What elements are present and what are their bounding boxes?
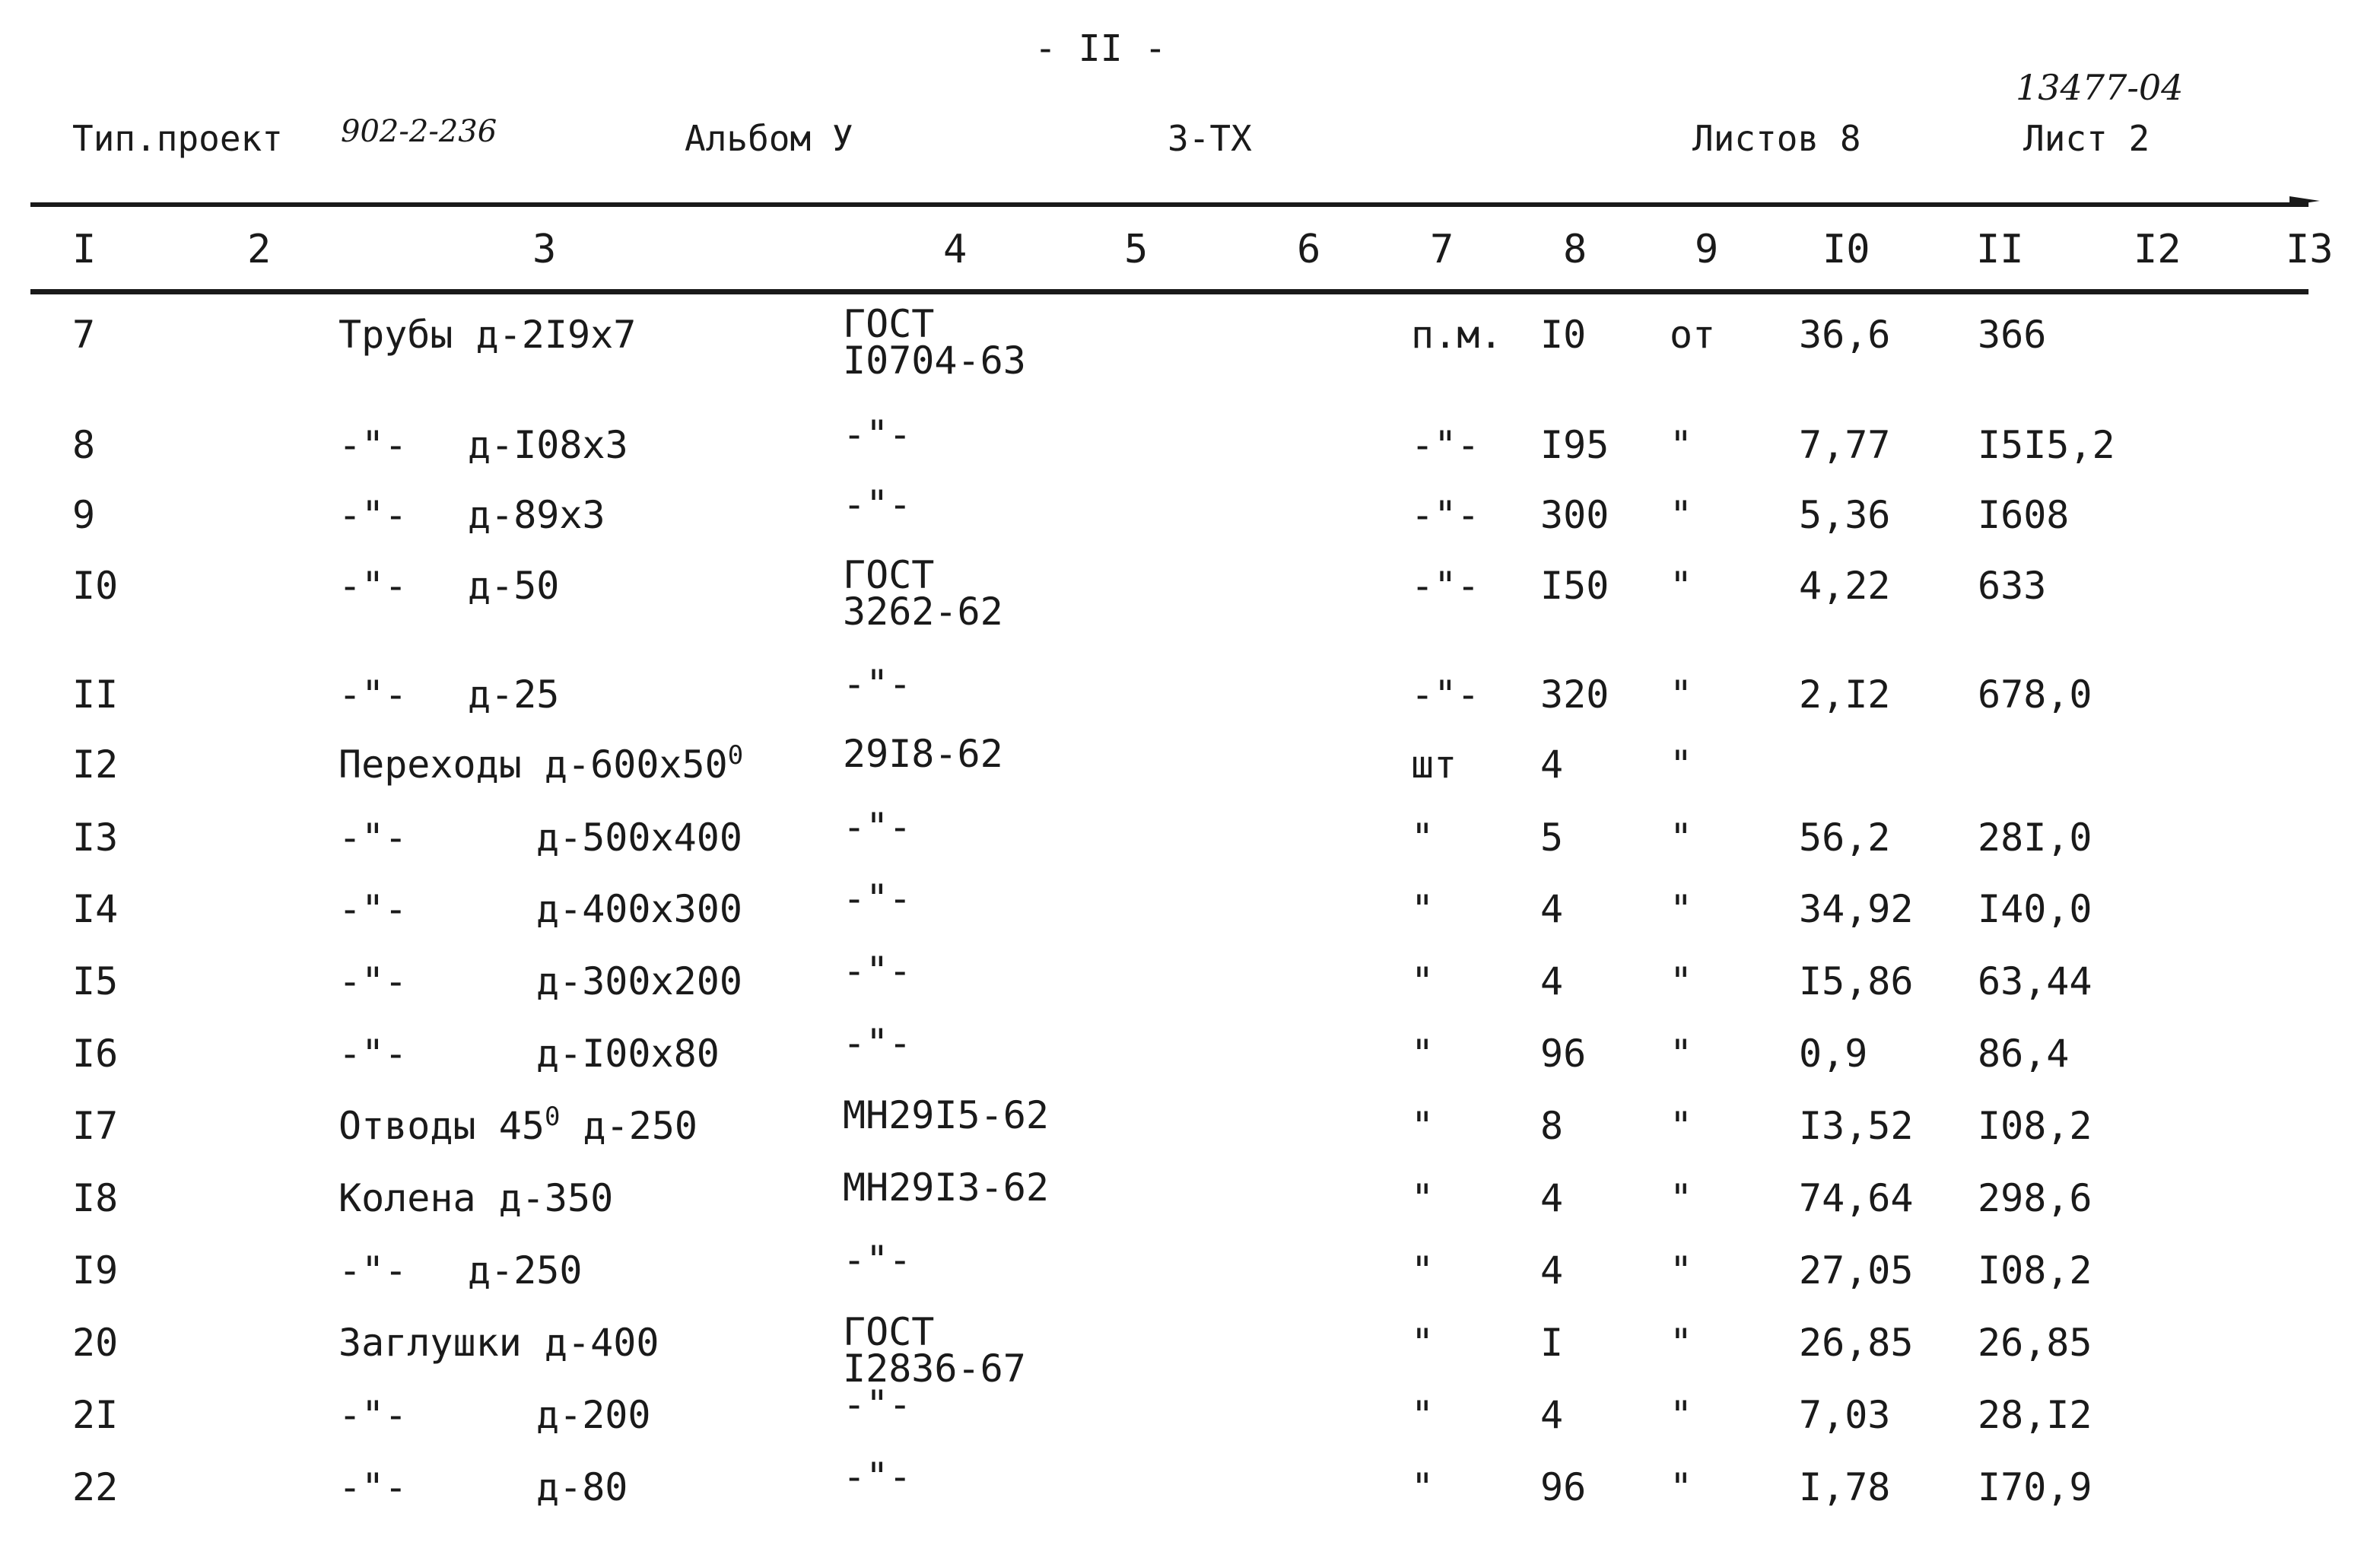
standard: 29I8-62 bbox=[843, 732, 1003, 776]
top-rule bbox=[30, 202, 2309, 207]
column-number: I0 bbox=[1822, 227, 1870, 272]
total-weight: 28,I2 bbox=[1978, 1393, 2092, 1437]
unit: " bbox=[1411, 816, 1435, 860]
type-project-label: Тип.проект bbox=[72, 118, 283, 159]
unit: шт bbox=[1411, 743, 1457, 787]
total-weight: I70,9 bbox=[1978, 1465, 2092, 1509]
unit: " bbox=[1411, 887, 1435, 931]
quantity: 4 bbox=[1540, 743, 1564, 787]
unit-mark: " bbox=[1670, 1465, 1693, 1509]
quantity: 4 bbox=[1540, 887, 1564, 931]
item-name-text: Трубы д-2I9х7 bbox=[338, 313, 637, 357]
standard: ГОСТ bbox=[843, 302, 935, 346]
unit: -"- bbox=[1411, 673, 1480, 717]
unit-weight: 2,I2 bbox=[1799, 673, 1891, 717]
unit-mark: " bbox=[1670, 1321, 1693, 1365]
unit-mark: " bbox=[1670, 1104, 1693, 1148]
item-size: д-300х200 bbox=[536, 959, 742, 1003]
item-size: д-400х300 bbox=[536, 887, 742, 931]
unit-mark: " bbox=[1670, 1393, 1693, 1437]
unit-weight: 7,03 bbox=[1799, 1393, 1891, 1437]
item-name-tail: д-250 bbox=[560, 1104, 698, 1148]
row-number: I6 bbox=[72, 1032, 119, 1076]
unit: " bbox=[1411, 1321, 1435, 1365]
column-number: 2 bbox=[247, 227, 272, 272]
row-number: I9 bbox=[72, 1248, 119, 1293]
unit: " bbox=[1411, 1104, 1435, 1148]
unit-mark: " bbox=[1670, 673, 1693, 717]
row-number: 8 bbox=[72, 423, 96, 467]
unit: -"- bbox=[1411, 423, 1480, 467]
row-number: I7 bbox=[72, 1104, 119, 1148]
row-number: 2I bbox=[72, 1393, 119, 1437]
row-number: I5 bbox=[72, 959, 119, 1003]
total-weight: I40,0 bbox=[1978, 887, 2092, 931]
total-weight: 366 bbox=[1978, 313, 2047, 357]
item-size: д-25 bbox=[468, 673, 560, 717]
total-weight: I5I5,2 bbox=[1978, 423, 2115, 467]
standard: -"- bbox=[843, 482, 912, 526]
unit-mark: " bbox=[1670, 887, 1693, 931]
column-number: 8 bbox=[1563, 227, 1587, 272]
unit: " bbox=[1411, 1393, 1435, 1437]
item-size: д-80 bbox=[536, 1465, 628, 1509]
unit: " bbox=[1411, 1465, 1435, 1509]
standard: -"- bbox=[843, 412, 912, 456]
item-name bbox=[338, 740, 744, 788]
row-number: 20 bbox=[72, 1321, 119, 1365]
unit-weight: 74,64 bbox=[1799, 1176, 1914, 1220]
unit: п.м. bbox=[1411, 313, 1503, 357]
unit-weight: I,78 bbox=[1799, 1465, 1891, 1509]
column-number: 4 bbox=[943, 227, 968, 272]
item-name-text: Отводы 45 bbox=[338, 1104, 545, 1148]
quantity: 5 bbox=[1540, 816, 1564, 860]
unit-mark: " bbox=[1670, 816, 1693, 860]
unit-weight: 27,05 bbox=[1799, 1248, 1914, 1293]
page-number: - II - bbox=[1034, 27, 1167, 70]
item-name bbox=[338, 959, 408, 1003]
item-name-text: -"- bbox=[338, 423, 408, 467]
item-size: д-200 bbox=[536, 1393, 651, 1437]
item-name-text: -"- bbox=[338, 564, 408, 608]
standard: -"- bbox=[843, 1021, 912, 1065]
item-name bbox=[338, 1176, 614, 1220]
column-number: 9 bbox=[1695, 227, 1719, 272]
standard: -"- bbox=[843, 662, 912, 706]
unit-weight: 5,36 bbox=[1799, 493, 1891, 537]
column-number: 6 bbox=[1297, 227, 1321, 272]
header-bottom-rule bbox=[30, 289, 2309, 294]
quantity: I95 bbox=[1540, 423, 1609, 467]
item-name-text: -"- bbox=[338, 816, 408, 860]
standard: -"- bbox=[843, 876, 912, 921]
quantity: 320 bbox=[1540, 673, 1609, 717]
item-name-text: Заглушки д-400 bbox=[338, 1321, 659, 1365]
unit: -"- bbox=[1411, 564, 1480, 608]
quantity: I bbox=[1540, 1321, 1564, 1365]
quantity: 4 bbox=[1540, 959, 1564, 1003]
column-number: I bbox=[72, 227, 97, 272]
unit-mark: " bbox=[1670, 423, 1693, 467]
standard: -"- bbox=[843, 949, 912, 993]
section-code: 3-ТХ bbox=[1168, 118, 1252, 159]
unit: " bbox=[1411, 1176, 1435, 1220]
unit: " bbox=[1411, 1032, 1435, 1076]
album-label: Альбом У bbox=[685, 118, 853, 159]
item-name bbox=[338, 887, 408, 931]
quantity: I50 bbox=[1540, 564, 1609, 608]
item-name bbox=[338, 564, 408, 608]
quantity: 96 bbox=[1540, 1465, 1587, 1509]
standard: ГОСТ bbox=[843, 553, 935, 597]
item-name-text: Колена д-350 bbox=[338, 1176, 614, 1220]
item-name-text: -"- bbox=[338, 673, 408, 717]
row-number: 22 bbox=[72, 1465, 119, 1509]
item-size: д-89х3 bbox=[468, 493, 605, 537]
unit: -"- bbox=[1411, 493, 1480, 537]
row-number: II bbox=[72, 673, 119, 717]
item-name-text: Переходы д-600х50 bbox=[338, 743, 728, 787]
column-number: II bbox=[1976, 227, 2024, 272]
total-weight: 63,44 bbox=[1978, 959, 2092, 1003]
total-weight: 86,4 bbox=[1978, 1032, 2070, 1076]
unit-mark: " bbox=[1670, 743, 1693, 787]
item-name-text: -"- bbox=[338, 1248, 408, 1293]
item-name bbox=[338, 493, 408, 537]
unit-mark: " bbox=[1670, 564, 1693, 608]
unit-weight: 36,6 bbox=[1799, 313, 1891, 357]
standard: МН29I5-62 bbox=[843, 1093, 1049, 1137]
total-weight: 298,6 bbox=[1978, 1176, 2092, 1220]
row-number: I8 bbox=[72, 1176, 119, 1220]
item-name bbox=[338, 423, 408, 467]
quantity: 4 bbox=[1540, 1176, 1564, 1220]
standard: -"- bbox=[843, 1238, 912, 1282]
item-name-text: -"- bbox=[338, 887, 408, 931]
row-number: I0 bbox=[72, 564, 119, 608]
item-name bbox=[338, 1465, 408, 1509]
sheets-total: Листов 8 bbox=[1692, 118, 1861, 159]
item-name-text: -"- bbox=[338, 1465, 408, 1509]
quantity: I0 bbox=[1540, 313, 1587, 357]
column-number: 7 bbox=[1430, 227, 1454, 272]
total-weight: I08,2 bbox=[1978, 1104, 2092, 1148]
quantity: 96 bbox=[1540, 1032, 1587, 1076]
quantity: 4 bbox=[1540, 1393, 1564, 1437]
unit-weight: 34,92 bbox=[1799, 887, 1914, 931]
rule-arrow bbox=[2289, 196, 2320, 205]
unit-mark: " bbox=[1670, 1032, 1693, 1076]
degree-superscript: 0 bbox=[727, 740, 744, 771]
total-weight: 26,85 bbox=[1978, 1321, 2092, 1365]
item-size: д-250 bbox=[468, 1248, 583, 1293]
column-number: I2 bbox=[2134, 227, 2181, 272]
item-name-text: -"- bbox=[338, 959, 408, 1003]
quantity: 8 bbox=[1540, 1104, 1564, 1148]
item-size: д-500х400 bbox=[536, 816, 742, 860]
column-number: I3 bbox=[2286, 227, 2334, 272]
unit-mark: " bbox=[1670, 959, 1693, 1003]
unit-mark: " bbox=[1670, 1176, 1693, 1220]
quantity: 300 bbox=[1540, 493, 1609, 537]
item-name bbox=[338, 1102, 698, 1150]
item-name bbox=[338, 816, 408, 860]
unit-weight: I3,52 bbox=[1799, 1104, 1914, 1148]
unit-weight: 7,77 bbox=[1799, 423, 1891, 467]
column-number: 3 bbox=[532, 227, 557, 272]
standard: ГОСТ bbox=[843, 1310, 935, 1354]
row-number: I4 bbox=[72, 887, 119, 931]
item-name bbox=[338, 1032, 408, 1076]
row-number: I3 bbox=[72, 816, 119, 860]
item-size: д-50 bbox=[468, 564, 560, 608]
item-name bbox=[338, 1321, 659, 1365]
item-name-text: -"- bbox=[338, 1032, 408, 1076]
item-size: д-I00х80 bbox=[536, 1032, 720, 1076]
project-number: 902-2-236 bbox=[341, 114, 497, 149]
standard-number: I2836-67 bbox=[843, 1347, 1026, 1391]
unit: " bbox=[1411, 959, 1435, 1003]
standard: МН29I3-62 bbox=[843, 1165, 1049, 1210]
standard: -"- bbox=[843, 805, 912, 849]
unit-weight: 4,22 bbox=[1799, 564, 1891, 608]
row-number: 9 bbox=[72, 493, 96, 537]
item-name bbox=[338, 1393, 408, 1437]
item-name bbox=[338, 673, 408, 717]
handwritten-code: 13477-04 bbox=[2016, 67, 2184, 108]
item-name-text: -"- bbox=[338, 493, 408, 537]
standard-number: 3262-62 bbox=[843, 590, 1003, 634]
total-weight: 633 bbox=[1978, 564, 2047, 608]
row-number: 7 bbox=[72, 313, 96, 357]
sheet-number: Лист 2 bbox=[2023, 118, 2150, 159]
item-name bbox=[338, 1248, 408, 1293]
standard: -"- bbox=[843, 1382, 912, 1426]
unit-mark: от bbox=[1670, 313, 1716, 357]
degree-superscript: 0 bbox=[544, 1102, 561, 1132]
unit-weight: 56,2 bbox=[1799, 816, 1891, 860]
unit-mark: " bbox=[1670, 493, 1693, 537]
unit: " bbox=[1411, 1248, 1435, 1293]
quantity: 4 bbox=[1540, 1248, 1564, 1293]
item-name bbox=[338, 313, 637, 357]
row-number: I2 bbox=[72, 743, 119, 787]
total-weight: 28I,0 bbox=[1978, 816, 2092, 860]
item-name-text: -"- bbox=[338, 1393, 408, 1437]
unit-weight: I5,86 bbox=[1799, 959, 1914, 1003]
unit-weight: 26,85 bbox=[1799, 1321, 1914, 1365]
standard-number: I0704-63 bbox=[843, 339, 1026, 383]
item-size: д-I08х3 bbox=[468, 423, 628, 467]
column-number: 5 bbox=[1124, 227, 1149, 272]
total-weight: I08,2 bbox=[1978, 1248, 2092, 1293]
unit-weight: 0,9 bbox=[1799, 1032, 1868, 1076]
unit-mark: " bbox=[1670, 1248, 1693, 1293]
standard: -"- bbox=[843, 1455, 912, 1499]
total-weight: I608 bbox=[1978, 493, 2070, 537]
total-weight: 678,0 bbox=[1978, 673, 2092, 717]
